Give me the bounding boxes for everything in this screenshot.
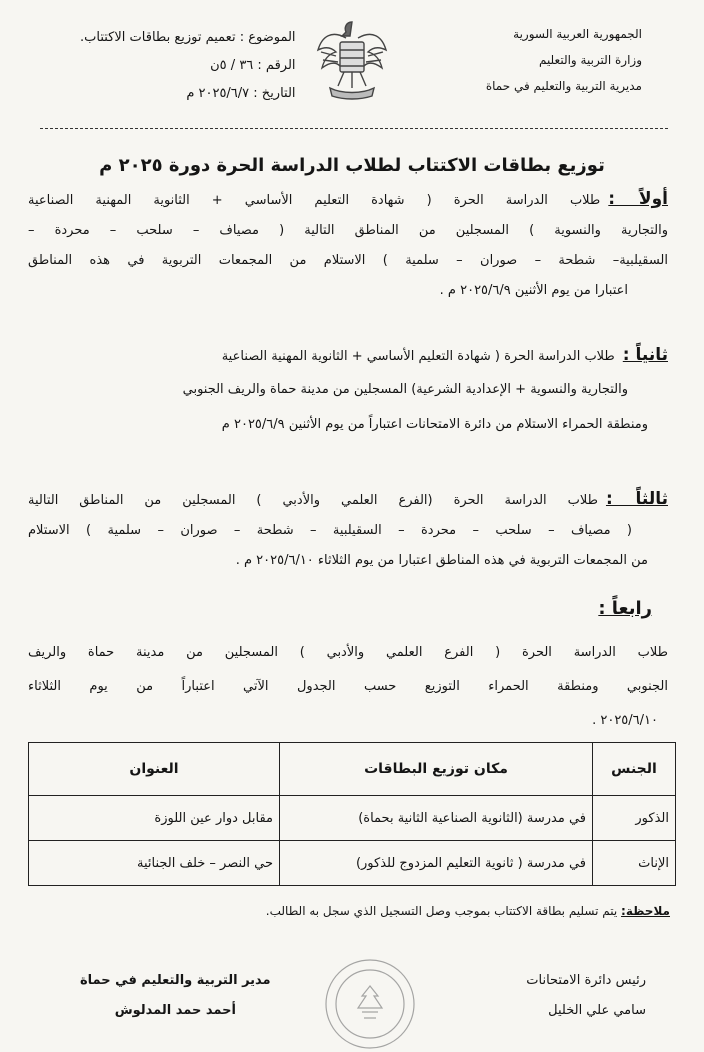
header-line-country: الجمهورية العربية السورية <box>513 27 642 41</box>
section-first-label: أولاً : <box>608 189 668 209</box>
section-first <box>28 184 668 306</box>
section-second-line: ثانياً :طلاب الدراسة الحرة ( شهادة التعليم الأساسي + الثانوية المهنية الصناعية <box>221 345 668 365</box>
table-cell-location: في مدرسة (الثانوية الصناعية الثانية بحماة) <box>280 796 593 841</box>
table-header-gender: الجنس <box>593 743 676 796</box>
section-second-line: ومنطقة الحمراء الاستلام من دائرة الامتحانات اعتباراً من يوم الأثنين ٢٠٢٥/٦/٩ م <box>221 417 648 432</box>
section-fourth-line: طلاب الدراسة الحرة ( الفرع العلمي والأدبي ) المسجلين من مدينة حماة والريف <box>28 645 668 660</box>
table-cell-address: حي النصر – خلف الجنائية <box>29 841 280 886</box>
section-third-line: ثالثاً :طلاب الدراسة الحرة (الفرع العلمي والأدبي ) المسجلين من المناطق التالية <box>28 489 668 509</box>
page-title: توزيع بطاقات الاكتتاب لطلاب الدراسة الحرة دورة ٢٠٢٥ م <box>99 155 605 176</box>
header-divider <box>40 128 668 129</box>
signature-name: أحمد حمد المدلوش <box>114 1003 236 1018</box>
table-cell-address: مقابل دوار عين اللوزة <box>29 796 280 841</box>
section-third-line: ( مصياف – سلحب – محردة – السقيلبية – شطحة – صوران – سلمية ) الاستلام <box>28 523 632 538</box>
table-cell-location: في مدرسة ( ثانوية التعليم المزدوج للذكور) <box>280 841 593 886</box>
section-first-line: السقيلبية– شطحة – صوران – سلمية ) الاستلام من المجمعات التربوية في هذه المناطق <box>28 253 668 268</box>
signature-title: رئيس دائرة الامتحانات <box>526 973 646 988</box>
section-first-line: اعتبارا من يوم الأثنين ٢٠٢٥/٦/٩ م . <box>439 283 628 298</box>
table-header-address: العنوان <box>29 743 280 796</box>
section-second-label: ثانياً : <box>622 345 668 365</box>
section-first-line: والتجارية والنسوية ) المسجلين من المناطق التالية ( مصياف – سلحب – محردة – <box>28 223 668 238</box>
note-text: يتم تسليم بطاقة الاكتتاب بموجب وصل التسجيل الذي سجل به الطالب. <box>265 904 618 918</box>
table-header-row <box>29 743 676 796</box>
header-line-directorate: مديرية التربية والتعليم في حماة <box>485 79 642 93</box>
signature-exams-head <box>526 966 646 1026</box>
reference-number: الرقم : ٣٦ / ٥ن <box>210 58 296 73</box>
syrian-eagle-emblem-icon <box>316 16 388 102</box>
section-third-line: من المجمعات التربوية في هذه المناطق اعتبارا من يوم الثلاثاء ٢٠٢٥/٦/١٠ م . <box>235 553 648 568</box>
signature-title: مدير التربية والتعليم في حماة <box>80 973 271 988</box>
section-second <box>28 340 668 442</box>
document-meta <box>80 30 296 114</box>
section-fourth-line: الجنوبي ومنطقة الحمراء التوزيع حسب الجدول الآتي اعتباراً من يوم الثلاثاء <box>28 679 668 694</box>
table-row <box>29 796 676 841</box>
section-third <box>28 484 668 576</box>
section-first-line: أولاً :طلاب الدراسة الحرة ( شهادة التعليم الأساسي + الثانوية المهنية الصناعية <box>28 189 668 209</box>
subject-line: الموضوع : تعميم توزيع بطاقات الاكتتاب. <box>80 30 296 45</box>
table-header-location: مكان توزيع البطاقات <box>280 743 593 796</box>
header-line-ministry: وزارة التربية والتعليم <box>538 53 642 67</box>
note <box>266 904 670 918</box>
section-second-line: والتجارية والنسوية + الإعدادية الشرعية) المسجلين من مدينة حماة والريف الجنوبي <box>182 382 628 397</box>
document-date: التاريخ : ٢٠٢٥/٦/٧ م <box>186 86 296 101</box>
section-fourth <box>28 636 668 738</box>
table-row <box>29 841 676 886</box>
note-label: ملاحظة: <box>621 904 670 918</box>
section-fourth-label: رابعاً : <box>598 598 652 619</box>
ministry-header <box>486 26 642 104</box>
signature-name: سامي علي الخليل <box>548 1003 646 1018</box>
table-cell-gender: الذكور <box>593 796 676 841</box>
official-seal-icon <box>322 956 418 1052</box>
signature-director <box>80 966 271 1026</box>
section-third-label: ثالثاً : <box>605 489 668 509</box>
distribution-table <box>28 742 676 886</box>
table-cell-gender: الإناث <box>593 841 676 886</box>
section-fourth-line: ٢٠٢٥/٦/١٠ . <box>592 713 658 728</box>
